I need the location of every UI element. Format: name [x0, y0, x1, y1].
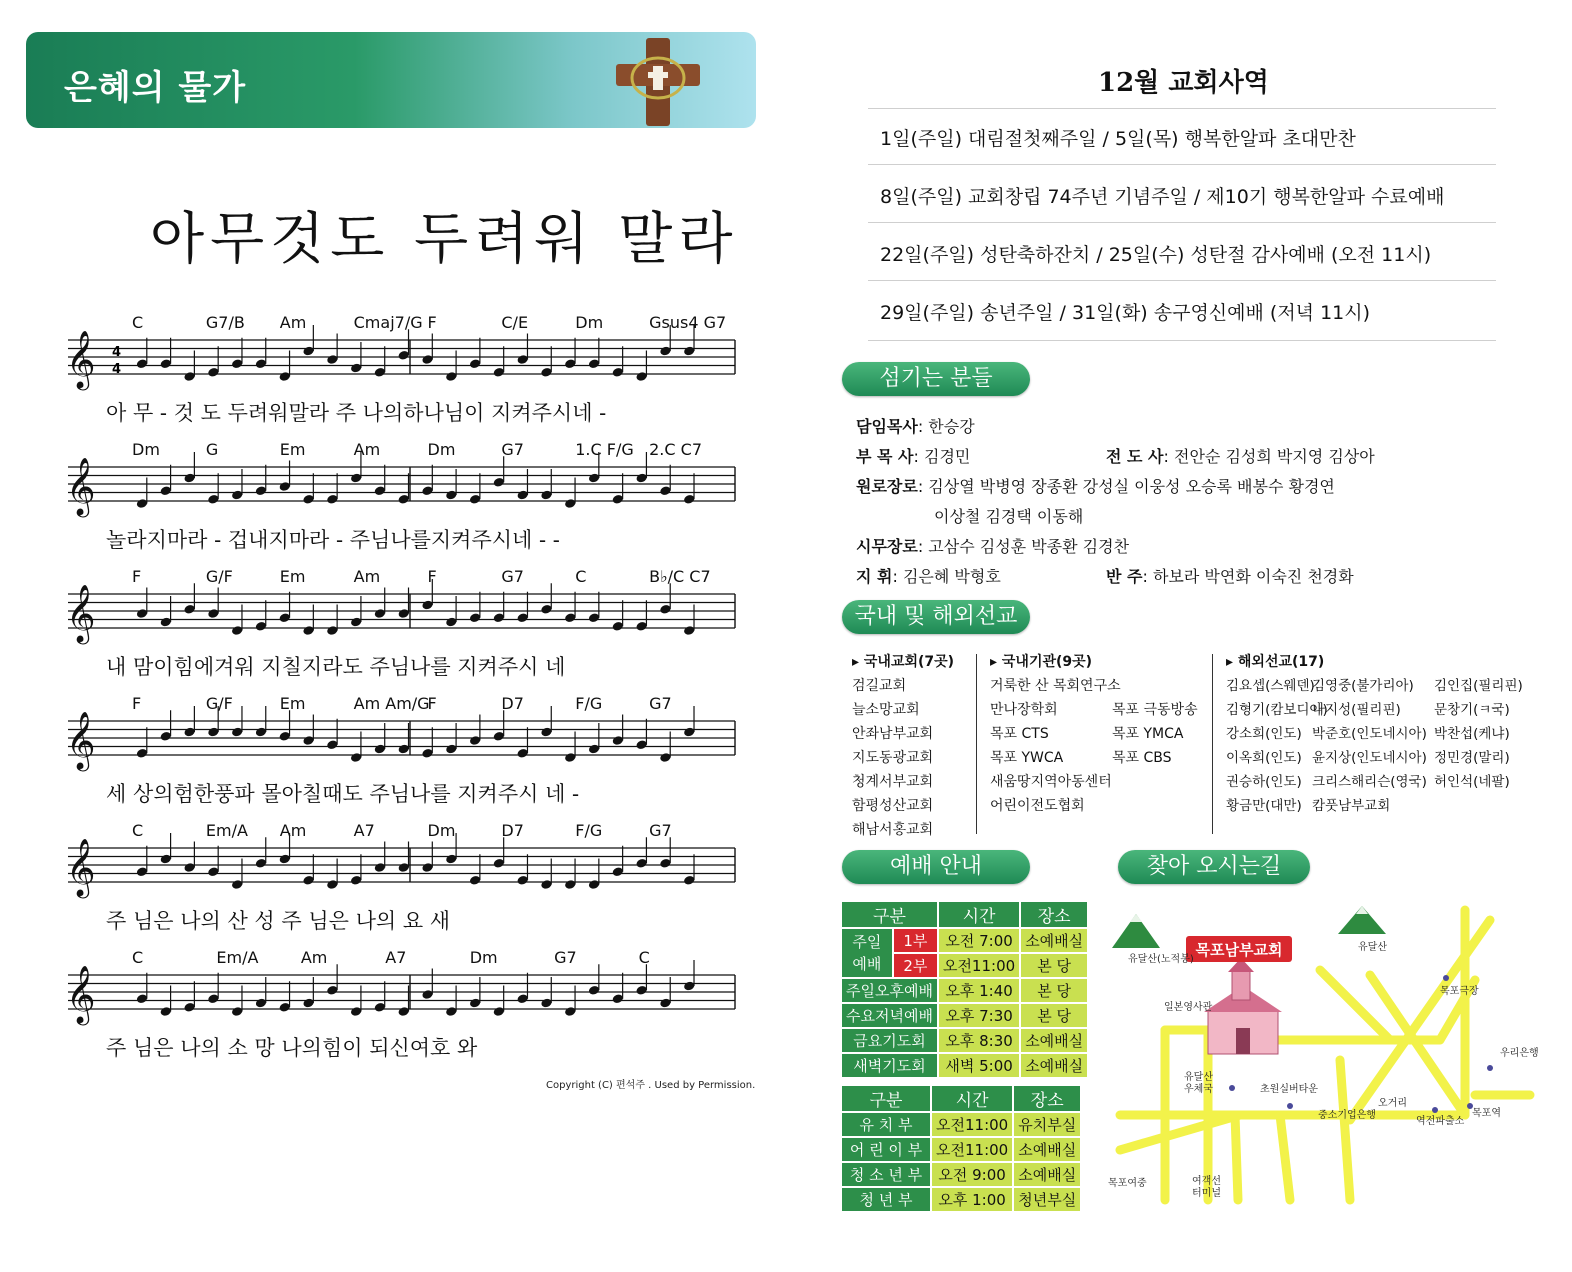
- divider: [868, 222, 1496, 223]
- map-label: 중소기업은행: [1318, 1110, 1376, 1121]
- divider: [976, 654, 977, 834]
- table-cell: 오전11:00: [932, 1113, 1012, 1136]
- table-cell: 본 당: [1021, 979, 1087, 1002]
- table-cell: 새벽 5:00: [939, 1054, 1019, 1077]
- list-item: 김형기(캄보디아): [1226, 702, 1328, 718]
- chord-symbol: G/F: [205, 694, 233, 713]
- treble-clef-icon: 𝄞: [66, 584, 96, 642]
- staff-heading: 섬기는 분들: [842, 362, 1030, 396]
- school-table: [840, 1084, 1082, 1213]
- chord-symbol: C: [132, 821, 144, 840]
- list-item: 함평성산교회: [852, 798, 934, 814]
- table-cell: 소예배실: [1014, 1163, 1080, 1186]
- map-label: 우리은행: [1500, 1048, 1539, 1059]
- chord-symbol: F/G: [575, 694, 603, 713]
- event-row-3: 22일(주일) 성탄축하잔치 / 25일(수) 성탄절 감사예배 (오전 11시): [880, 244, 1432, 266]
- chord-symbol: G: [205, 440, 219, 459]
- staff-system: [66, 821, 735, 933]
- map-label: 목포여중: [1108, 1178, 1147, 1189]
- table-header: 장소: [1021, 902, 1087, 927]
- chord-symbol: Em/A: [216, 948, 259, 967]
- table-cell: 오전11:00: [932, 1138, 1012, 1161]
- treble-clef-icon: 𝄞: [66, 330, 96, 388]
- map-label: 유달산(노적봉): [1128, 954, 1194, 965]
- chord-symbol: Dm: [427, 821, 456, 840]
- divider: [868, 280, 1496, 281]
- staff-system: [66, 567, 735, 679]
- table-cell: 청년부실: [1014, 1188, 1080, 1211]
- lyric-line: 주 님은 나의 소 망 나의힘이 되신여호 와: [106, 1036, 478, 1060]
- table-cell: 오후 1:40: [939, 979, 1019, 1002]
- divider: [1212, 654, 1213, 834]
- mountain-icon: [1112, 914, 1160, 948]
- map-label: 유달산: [1358, 942, 1387, 953]
- list-item: 청계서부교회: [852, 774, 934, 790]
- list-item: 새움땅지역아동센터: [990, 774, 1112, 790]
- chord-symbol: C: [575, 567, 587, 586]
- list-item: 권승하(인도): [1226, 774, 1302, 790]
- staff-list: [856, 412, 1375, 592]
- staff-system: [66, 948, 735, 1060]
- map-road: [1340, 1060, 1350, 1200]
- table-cell: 유 치 부: [842, 1113, 930, 1136]
- map-label: 유달산 우체국: [1184, 1072, 1213, 1095]
- chord-symbol: Em: [279, 694, 306, 713]
- list-item: 박찬섭(케냐): [1434, 726, 1510, 742]
- chord-symbol: G7: [501, 567, 524, 586]
- chord-symbol: Em/A: [205, 821, 248, 840]
- banner-title: 은혜의 물가: [64, 68, 247, 108]
- map-marker: [1229, 1085, 1235, 1091]
- mountain-icon: [1338, 906, 1386, 934]
- chord-symbol: Em: [279, 440, 306, 459]
- map-marker: [1443, 975, 1449, 981]
- list-item: 검길교회: [852, 678, 907, 694]
- table-cell: 청 소 년 부: [842, 1163, 930, 1186]
- chord-symbol: Am: [353, 440, 381, 459]
- chord-symbol: D7: [501, 821, 524, 840]
- hymn-banner: [26, 32, 756, 128]
- table-cell: 소예배실: [1021, 929, 1087, 952]
- chord-symbol: G7: [554, 948, 577, 967]
- chord-symbol: F: [427, 567, 437, 586]
- church-label: [1186, 936, 1292, 962]
- list-item: 목포 CBS: [1112, 750, 1172, 766]
- chord-symbol: G7: [649, 694, 672, 713]
- table-cell: 2부: [894, 954, 937, 977]
- list-item: 어린이전도협회: [990, 798, 1085, 814]
- map-road: [1280, 1115, 1290, 1200]
- map-label: 오거리: [1378, 1098, 1407, 1109]
- table-cell: 금요기도회: [842, 1029, 937, 1052]
- table-cell: 오후 7:30: [939, 1004, 1019, 1027]
- lyric-line: 세 상의험한풍파 몰아칠때도 주님나를 지켜주시 네 -: [106, 782, 580, 806]
- map-road: [1235, 1115, 1238, 1200]
- map-road: [1120, 1115, 1240, 1150]
- map-label: 목포역: [1472, 1108, 1501, 1119]
- table-cell: 오후 8:30: [939, 1029, 1019, 1052]
- worship-heading: 예배 안내: [842, 850, 1030, 884]
- lyric-line: 아 무 - 것 도 두려워말라 주 나의하나님이 지켜주시네 -: [106, 401, 607, 425]
- chord-symbol: Gsus4 G7: [649, 313, 727, 332]
- song-title: 아무것도 두려워 말라: [150, 207, 739, 272]
- table-cell: 본 당: [1021, 954, 1087, 977]
- map-marker: [1487, 1065, 1493, 1071]
- lyric-line: 주 님은 나의 산 성 주 님은 나의 요 새: [106, 909, 451, 933]
- directions-map: [1080, 900, 1539, 1220]
- chord-symbol: F: [427, 694, 437, 713]
- divider: [868, 164, 1496, 165]
- overseas-missions: ▸ 해외선교(17) 김요셉(스웨덴) 김영중(불가리아) 김인집(필리핀) 김형기(캄보디아) 나지성(필리핀) 문창기(ㅋ국) 강소희(인도) 박준호(인도네시아) 박찬섭(케냐) 이옥희(인도) 윤지상(인도네시아) 정민경(말리) 권승하(인도) 크리스해리슨(영국) 허인석(네팔) 황금만(대만) 캄풋남부교회: [1226, 650, 1324, 818]
- chord-symbol: Dm: [427, 440, 456, 459]
- sheet-music: [60, 300, 750, 1080]
- chord-symbol: Dm: [132, 440, 160, 459]
- worship-table: [840, 900, 1089, 1079]
- table-header: 구분: [842, 902, 937, 927]
- staff-system: [66, 440, 735, 552]
- list-item: 문창기(ㅋ국): [1434, 702, 1510, 718]
- chord-symbol: Am: [279, 313, 307, 332]
- chord-symbol: B♭/C C7: [649, 567, 711, 586]
- list-item: 목포 YWCA: [990, 750, 1064, 766]
- chord-symbol: C: [132, 313, 144, 332]
- table-cell: 소예배실: [1021, 1029, 1087, 1052]
- map-label: 역전파출소: [1416, 1116, 1465, 1127]
- list-item: 박준호(인도네시아): [1312, 726, 1427, 742]
- list-item: 김영중(불가리아): [1312, 678, 1414, 694]
- chord-symbol: 2.C C7: [649, 440, 702, 459]
- svg-text:목포남부교회: 목포남부교회: [1195, 941, 1283, 959]
- table-cell: 1부: [894, 929, 937, 952]
- map-label: 목포극장: [1440, 986, 1479, 997]
- list-item: 캄풋남부교회: [1312, 798, 1391, 814]
- list-item: 만나장학회: [990, 702, 1058, 718]
- table-header: 구분: [842, 1086, 930, 1111]
- table-cell: 오후 1:00: [932, 1188, 1012, 1211]
- lyric-line: 내 맘이힘에겨워 지칠지라도 주님나를 지켜주시 네: [106, 655, 566, 679]
- list-item: 목포 YMCA: [1112, 726, 1184, 742]
- directions-heading: 찾아 오시는길: [1118, 850, 1310, 884]
- staff-senior: 담임목사: 한승강: [856, 417, 975, 436]
- list-item: 지도동광교회: [852, 750, 934, 766]
- staff-system: [66, 313, 735, 425]
- chord-symbol: 1.C F/G: [575, 440, 634, 459]
- staff-conductor: 지 휘: 김은혜 박형호 반 주: 하보라 박연화 이숙진 천경화: [856, 567, 1354, 586]
- sunday-label: 주일 예배: [842, 929, 892, 977]
- list-item: 이옥희(인도): [1226, 750, 1302, 766]
- table-cell: 수요저녁예배: [842, 1004, 937, 1027]
- list-item: 허인석(네팔): [1434, 774, 1510, 790]
- chord-symbol: D7: [501, 694, 524, 713]
- table-cell: 청 년 부: [842, 1188, 930, 1211]
- treble-clef-icon: 𝄞: [66, 711, 96, 769]
- list-item: 황금만(대만): [1226, 798, 1302, 814]
- copyright-note: Copyright (C) 편석주 . Used by Permission.: [546, 1080, 756, 1091]
- chord-symbol: Cmaj7/G: [353, 313, 423, 332]
- list-item: 크리스해리슨(영국): [1312, 774, 1427, 790]
- events-title: 12월 교회사역: [1098, 68, 1269, 98]
- chord-symbol: A7: [385, 948, 407, 967]
- chord-symbol: F: [427, 313, 437, 332]
- chord-symbol: F/G: [575, 821, 603, 840]
- table-cell: 어 린 이 부: [842, 1138, 930, 1161]
- table-cell: 유치부실: [1014, 1113, 1080, 1136]
- time-signature: 4: [112, 362, 122, 377]
- table-header: 시간: [939, 902, 1019, 927]
- list-item: 늘소망교회: [852, 702, 920, 718]
- chord-symbol: Am Am/G: [353, 694, 430, 713]
- chord-symbol: G7: [649, 821, 672, 840]
- chord-symbol: Em: [279, 567, 306, 586]
- time-signature: 4: [112, 345, 122, 360]
- list-item: 목포 CTS: [990, 726, 1049, 742]
- chord-symbol: C: [132, 948, 144, 967]
- table-cell: 새벽기도회: [842, 1054, 937, 1077]
- staff-active-elder: 시무장로: 고삼수 김성훈 박종환 김경찬: [856, 537, 1130, 556]
- table-cell: 오전 7:00: [939, 929, 1019, 952]
- treble-clef-icon: 𝄞: [66, 457, 96, 515]
- list-item: 해남서홍교회: [852, 822, 934, 838]
- lyric-line: 놀라지마라 - 겁내지마라 - 주님나를지켜주시네 - -: [106, 528, 560, 552]
- chord-symbol: Am: [279, 821, 307, 840]
- list-item: 거룩한 산 목회연구소: [990, 678, 1121, 694]
- event-row-4: 29일(주일) 송년주일 / 31일(화) 송구영신예배 (저녁 11시): [880, 302, 1371, 324]
- list-item: 강소희(인도): [1226, 726, 1302, 742]
- domestic-orgs: ▸ 국내기관(9곳) 거룩한 산 목회연구소 만나장학회 목포 극동방송 목포 CTS 목포 YMCA 목포 YWCA 목포 CBS 새움땅지역아동센터 어린이전도협회: [990, 650, 1210, 818]
- chord-symbol: G7: [501, 440, 524, 459]
- divider: [868, 340, 1496, 341]
- table-cell: 주일오후예배: [842, 979, 937, 1002]
- map-marker: [1287, 1103, 1293, 1109]
- map-marker: [1432, 1107, 1438, 1113]
- table-header: 장소: [1014, 1086, 1080, 1111]
- table-cell: 오전 9:00: [932, 1163, 1012, 1186]
- chord-symbol: C: [638, 948, 650, 967]
- event-row-2: 8일(주일) 교회창립 74주년 기념주일 / 제10기 행복한알파 수료예배: [880, 186, 1445, 208]
- table-cell: 오전11:00: [939, 954, 1019, 977]
- chord-symbol: G7/B: [205, 313, 245, 332]
- church-icon: [1204, 958, 1282, 1054]
- staff-system: [66, 694, 735, 806]
- chord-symbol: F: [132, 567, 142, 586]
- mission-heading: 국내 및 해외선교: [842, 600, 1030, 634]
- chord-symbol: F: [132, 694, 142, 713]
- table-cell: 본 당: [1021, 1004, 1087, 1027]
- chord-symbol: C/E: [501, 313, 529, 332]
- list-item: 나지성(필리핀): [1312, 702, 1401, 718]
- chord-symbol: Am: [300, 948, 328, 967]
- domestic-churches: ▸ 국내교회(7곳) 검길교회 늘소망교회 안좌남부교회 지도동광교회 청계서부교회 함평성산교회 해남서홍교회: [852, 650, 954, 842]
- table-cell: 소예배실: [1021, 1054, 1087, 1077]
- map-label: 여객선 터미널: [1192, 1176, 1221, 1199]
- chord-symbol: Dm: [469, 948, 498, 967]
- table-header: 시간: [932, 1086, 1012, 1111]
- list-item: 목포 극동방송: [1112, 702, 1198, 718]
- chord-symbol: A7: [353, 821, 375, 840]
- list-item: 김요셉(스웨덴): [1226, 678, 1315, 694]
- divider: [868, 108, 1496, 109]
- staff-assoc: 부 목 사: 김경민 전 도 사: 전안순 김성희 박지영 김상아: [856, 447, 1375, 466]
- map-label: 초원실버타운: [1260, 1084, 1318, 1095]
- chord-symbol: Dm: [575, 313, 604, 332]
- list-item: 안좌남부교회: [852, 726, 934, 742]
- staff-elder: 원로장로: 김상열 박병영 장종환 강성실 이웅성 오승록 배봉수 황경연: [856, 477, 1335, 496]
- chord-symbol: G/F: [205, 567, 233, 586]
- list-item: 정민경(말리): [1434, 750, 1510, 766]
- event-row-1: 1일(주일) 대림절첫째주일 / 5일(목) 행복한알파 초대만찬: [880, 128, 1356, 150]
- table-cell: 소예배실: [1014, 1138, 1080, 1161]
- treble-clef-icon: 𝄞: [66, 965, 96, 1023]
- staff-elder-cont: 이상철 김경택 이동해: [934, 507, 1084, 526]
- map-road: [1320, 970, 1390, 1040]
- list-item: 김인집(필리핀): [1434, 678, 1523, 694]
- treble-clef-icon: 𝄞: [66, 838, 96, 896]
- cross-icon: [596, 36, 716, 126]
- chord-symbol: Am: [353, 567, 381, 586]
- map-label: 일본영사관: [1164, 1002, 1213, 1013]
- list-item: 윤지상(인도네시아): [1312, 750, 1427, 766]
